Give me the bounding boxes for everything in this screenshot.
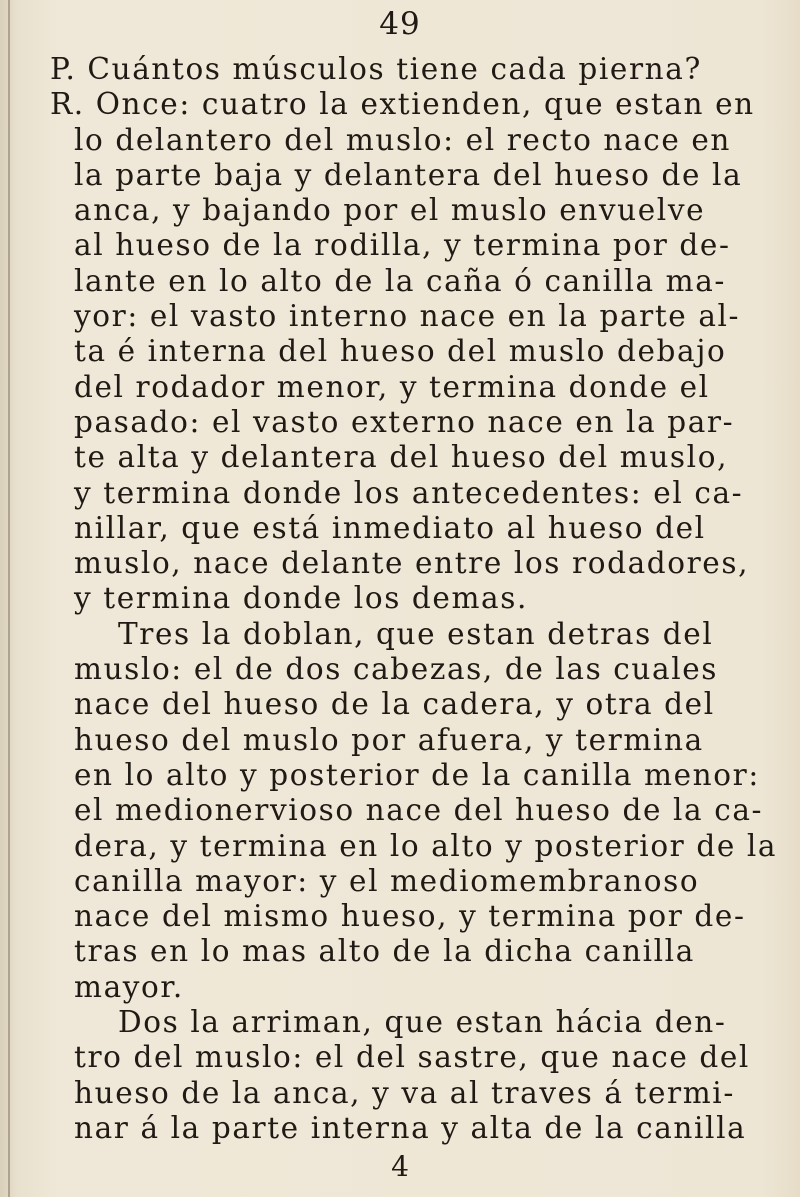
text-line: y termina donde los demas.: [74, 581, 528, 616]
text-line: lante en lo alto de la caña ó canilla ma-: [74, 263, 726, 298]
text-line: hueso de la anca, y va al traves á termi-: [74, 1075, 735, 1110]
text-line: en lo alto y posterior de la canilla menor:: [74, 757, 760, 792]
text-line: tro del muslo: el del sastre, que nace del: [74, 1040, 750, 1075]
text-block: [50, 52, 778, 1146]
signature-mark: 4: [391, 1150, 409, 1183]
page-gutter: [8, 0, 10, 1197]
text-line: nace del mismo hueso, y termina por de-: [74, 899, 746, 934]
text-line: hueso del muslo por afuera, y termina: [74, 722, 704, 757]
text-line: muslo: el de dos cabezas, de las cuales: [74, 652, 719, 687]
text-line: nar á la parte interna y alta de la canilla: [74, 1110, 747, 1145]
text-line: y termina donde los antecedentes: el ca-: [74, 475, 744, 510]
text-line: anca, y bajando por el muslo envuelve: [74, 193, 706, 228]
text-line: tras en lo mas alto de la dicha canilla: [74, 934, 695, 969]
text-line: muslo, nace delante entre los rodadores,: [74, 546, 750, 581]
page-number: 49: [379, 6, 421, 42]
text-line: dera, y termina en lo alto y posterior de la: [74, 828, 778, 863]
text-line: lo delantero del muslo: el recto nace en: [74, 122, 732, 157]
text-line: canilla mayor: y el mediomembranoso: [74, 863, 700, 898]
text-line: mayor.: [74, 969, 184, 1004]
text-line: P. Cuántos músculos tiene cada pierna?: [50, 52, 702, 86]
text-line: Tres la doblan, que estan detras del: [118, 616, 714, 651]
text-line: ta é interna del hueso del muslo debajo: [74, 334, 727, 369]
text-line: al hueso de la rodilla, y termina por de-: [74, 228, 731, 263]
text-line: nace del hueso de la cadera, y otra del: [74, 687, 715, 722]
text-line: pasado: el vasto externo nace en la par-: [74, 404, 735, 439]
text-line: Dos la arriman, que estan hácia den-: [118, 1005, 727, 1040]
text-line: del rodador menor, y termina donde el: [74, 369, 710, 404]
text-line: te alta y delantera del hueso del muslo,: [74, 440, 729, 475]
text-line: la parte baja y delantera del hueso de la: [74, 157, 743, 192]
text-line: yor: el vasto interno nace en la parte al-: [74, 299, 741, 334]
text-line: nillar, que está inmediato al hueso del: [74, 510, 706, 545]
text-line: R. Once: cuatro la extienden, que estan en: [50, 87, 755, 122]
text-line: el medionervioso nace del hueso de la ca-: [74, 793, 764, 828]
